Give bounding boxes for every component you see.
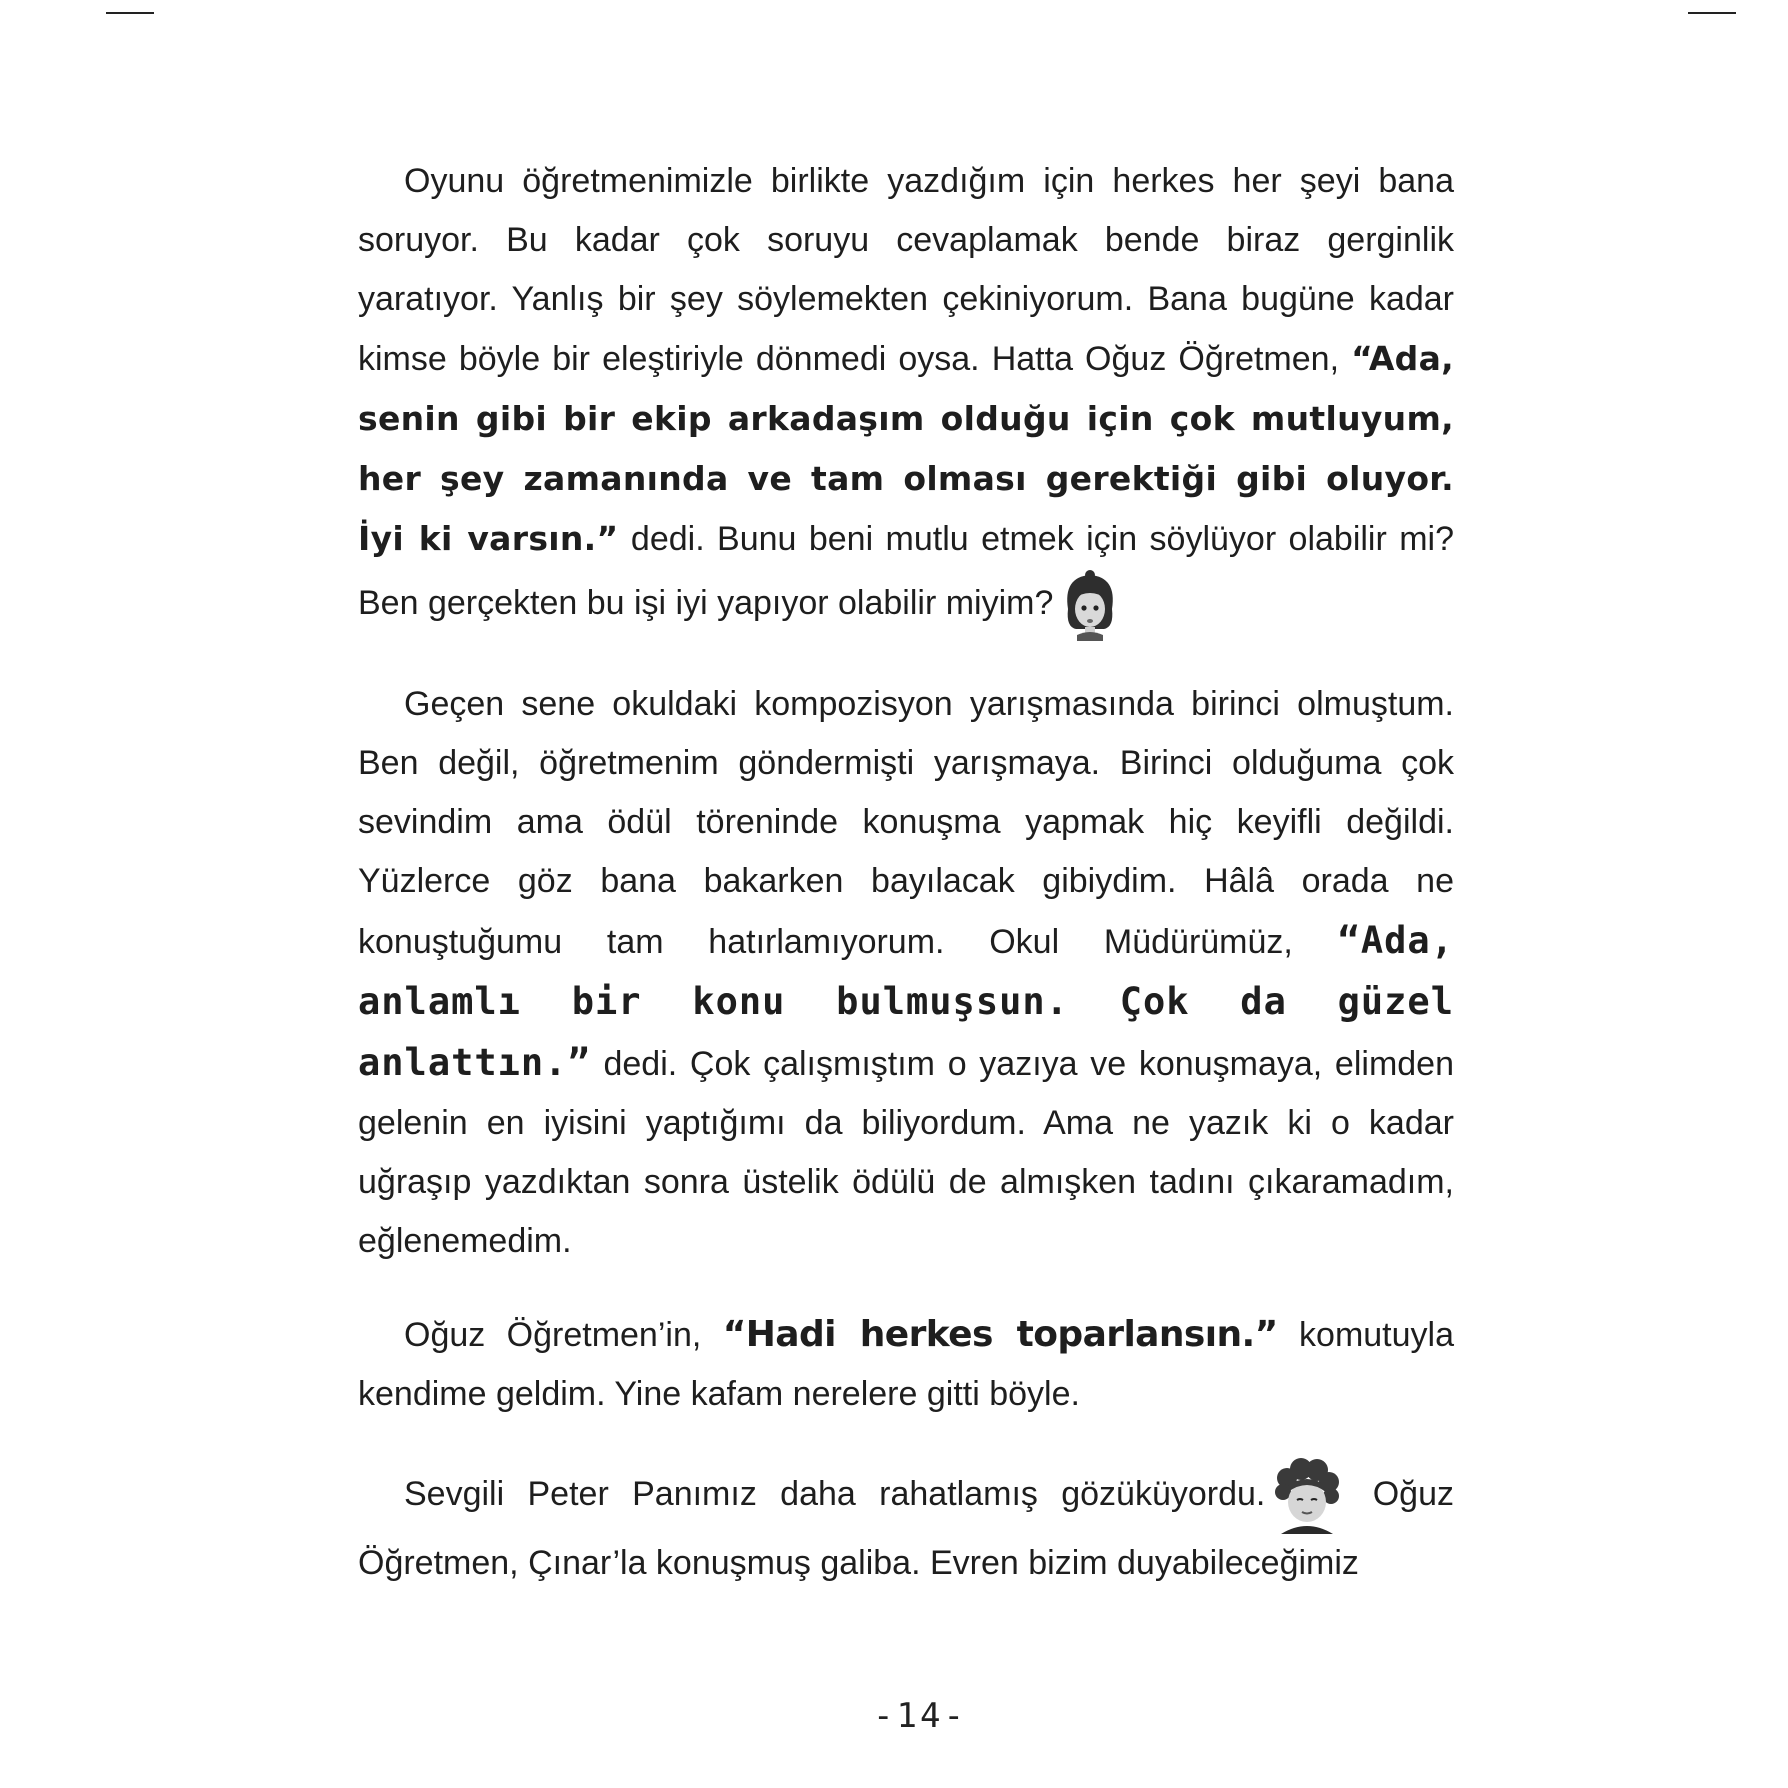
paragraph-1-text-end: dedi. Bunu beni mutlu etmek için söylüyor olabilir mi? Ben gerçekten bu işi iyi yapıyor olabilir miyim? xyxy=(358,520,1455,622)
paragraph-2 xyxy=(358,675,1454,1271)
paragraph-1 xyxy=(358,152,1454,641)
paragraph-4-text: Sevgili Peter Panımız daha rahatlamış gözüküyordu. xyxy=(404,1474,1266,1513)
principal-quote: “Ada, anlamlı bir konu bulmuşsun. Çok da güzel anlattın.” xyxy=(358,919,1454,1084)
teacher-quote: “Ada, senin gibi bir ekip arkadaşım olduğu için çok mutluyum, her şey zamanında ve tam olması gerektiği gibi oluyor. İyi ki varsın.” xyxy=(358,339,1454,558)
ada-face-icon xyxy=(1059,569,1121,641)
page-number: -14- xyxy=(873,1696,967,1736)
paragraph-2-text-end: dedi. Çok çalışmıştım o yazıya ve konuşmaya, elimden gelenin en iyisini yaptığımı da biliyordum. Ama ne yazık ki o kadar uğraşıp yazdıktan sonra üstelik ödülü de almışken tadını çıkaramadım, eğlenemedim. xyxy=(358,1045,1454,1260)
curly-boy-face-icon xyxy=(1271,1458,1343,1534)
paragraph-4 xyxy=(358,1458,1454,1593)
paragraph-4-text-end: Oğuz Öğretmen, Çınar’la konuşmuş galiba. Evren bizim duyabileceğimiz xyxy=(358,1474,1454,1582)
crop-mark-left xyxy=(106,12,154,14)
paragraph-1-text: Oyunu öğretmenimizle birlikte yazdığım için herkes her şeyi bana soruyor. Bu kadar çok soruyu cevaplamak bende biraz gerginlik yaratıyor. Yanlış bir şey söylemekten çekiniyorum. Bana bugüne kadar kimse böyle bir eleştiriyle dönmedi oysa. Hatta Oğuz Öğretmen, xyxy=(358,162,1454,378)
command-quote: “Hadi herkes toparlansın.” xyxy=(722,1314,1278,1355)
paragraph-3-text: Oğuz Öğretmen’in, xyxy=(404,1316,723,1354)
paragraph-3-text-end: komutuyla kendime geldim. Yine kafam nerelere gitti böyle. xyxy=(358,1316,1454,1413)
crop-mark-right xyxy=(1688,12,1736,14)
paragraph-2-text: Geçen sene okuldaki kompozisyon yarışmasında birinci olmuştum. Ben değil, öğretmenim göndermişti yarışmaya. Birinci olduğuma çok sevindim ama ödül töreninde konuşma yapmak hiç keyifli değildi. Yüzlerce göz bana bakarken bayılacak gibiydim. Hâlâ orada ne konuştuğumu tam hatırlamıyorum. Okul Müdürümüz, xyxy=(358,685,1454,961)
paragraph-3 xyxy=(358,1305,1454,1424)
page-body xyxy=(358,152,1454,1593)
